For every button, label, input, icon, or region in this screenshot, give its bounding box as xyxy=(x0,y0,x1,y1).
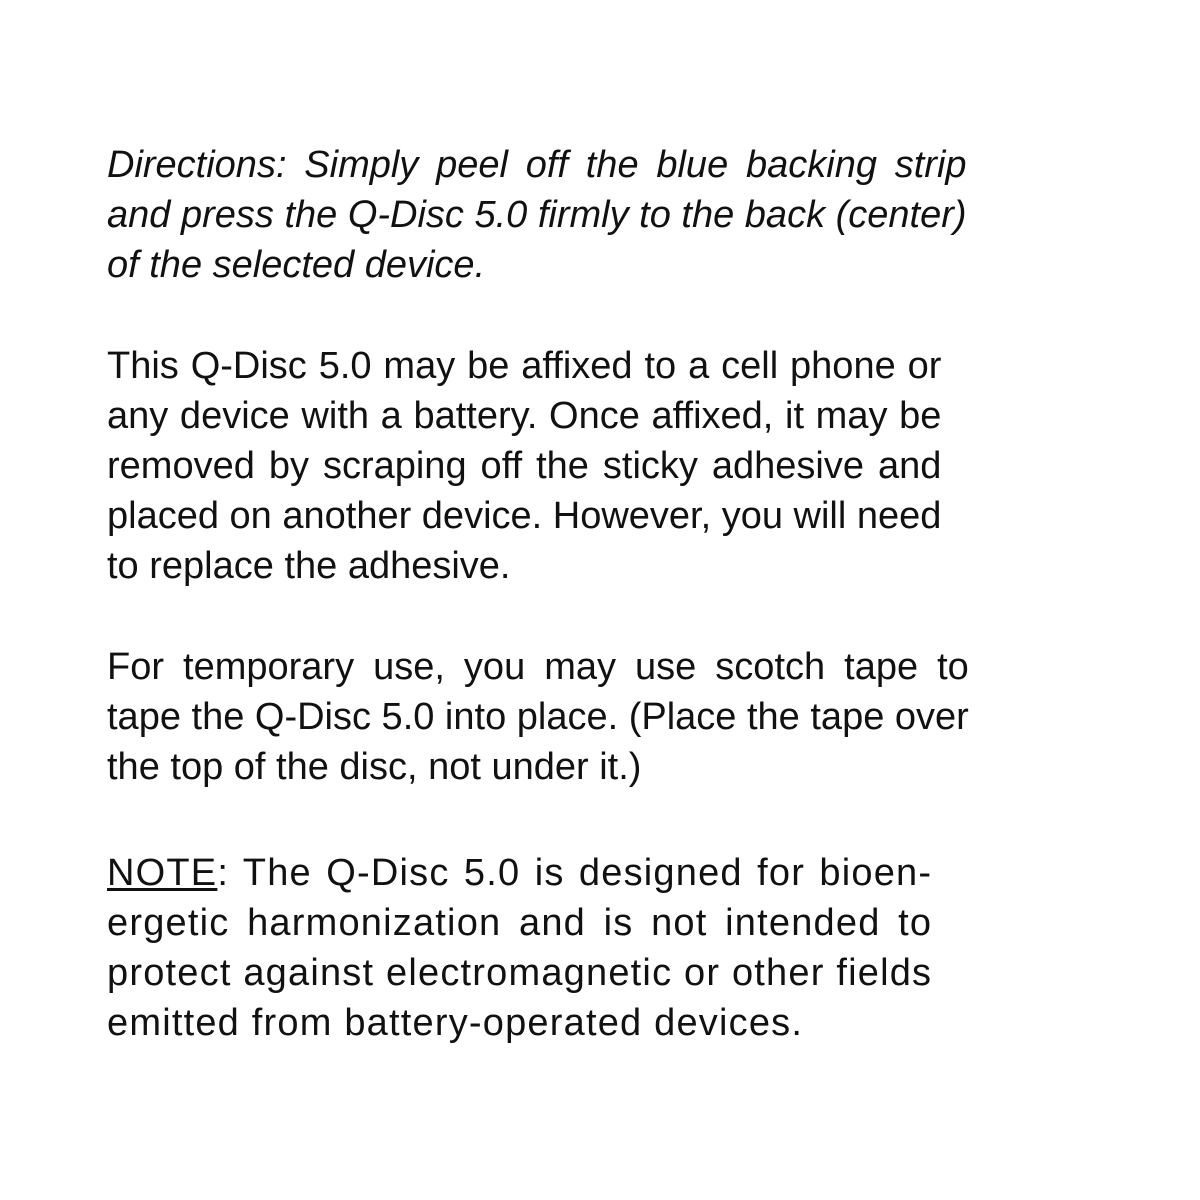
affix-line: placed on another device. However, you will need xyxy=(107,495,942,537)
directions-line: and press the Q-Disc 5.0 firmly to the back (center) xyxy=(107,194,967,236)
temporary-use-paragraph xyxy=(107,642,969,792)
directions-paragraph xyxy=(107,140,967,290)
temporary-line: For temporary use, you may use scotch tape to xyxy=(107,646,969,688)
temporary-line: tape the Q-Disc 5.0 into place. (Place the tape over xyxy=(107,696,969,738)
directions-line: Directions: Simply peel off the blue backing strip xyxy=(107,144,967,186)
affix-line: This Q-Disc 5.0 may be affixed to a cell phone or xyxy=(107,345,942,387)
note-line: protect against electromagnetic or other fields xyxy=(107,952,933,994)
affix-line: any device with a battery. Once affixed, it may be xyxy=(107,395,942,437)
note-first-line-text: : The Q-Disc 5.0 is designed for bioen- xyxy=(217,852,933,894)
affix-line: removed by scraping off the sticky adhesive and xyxy=(107,445,942,487)
note-line: emitted from battery-operated devices. xyxy=(107,1002,804,1044)
temporary-line: the top of the disc, not under it.) xyxy=(107,746,642,788)
note-first-line xyxy=(107,848,932,898)
note-label: NOTE xyxy=(107,852,218,894)
note-paragraph xyxy=(107,848,932,1048)
note-line: ergetic harmonization and is not intended to xyxy=(107,902,933,944)
directions-line: of the selected device. xyxy=(107,244,486,286)
affix-paragraph xyxy=(107,341,941,591)
affix-line: to replace the adhesive. xyxy=(107,545,511,587)
